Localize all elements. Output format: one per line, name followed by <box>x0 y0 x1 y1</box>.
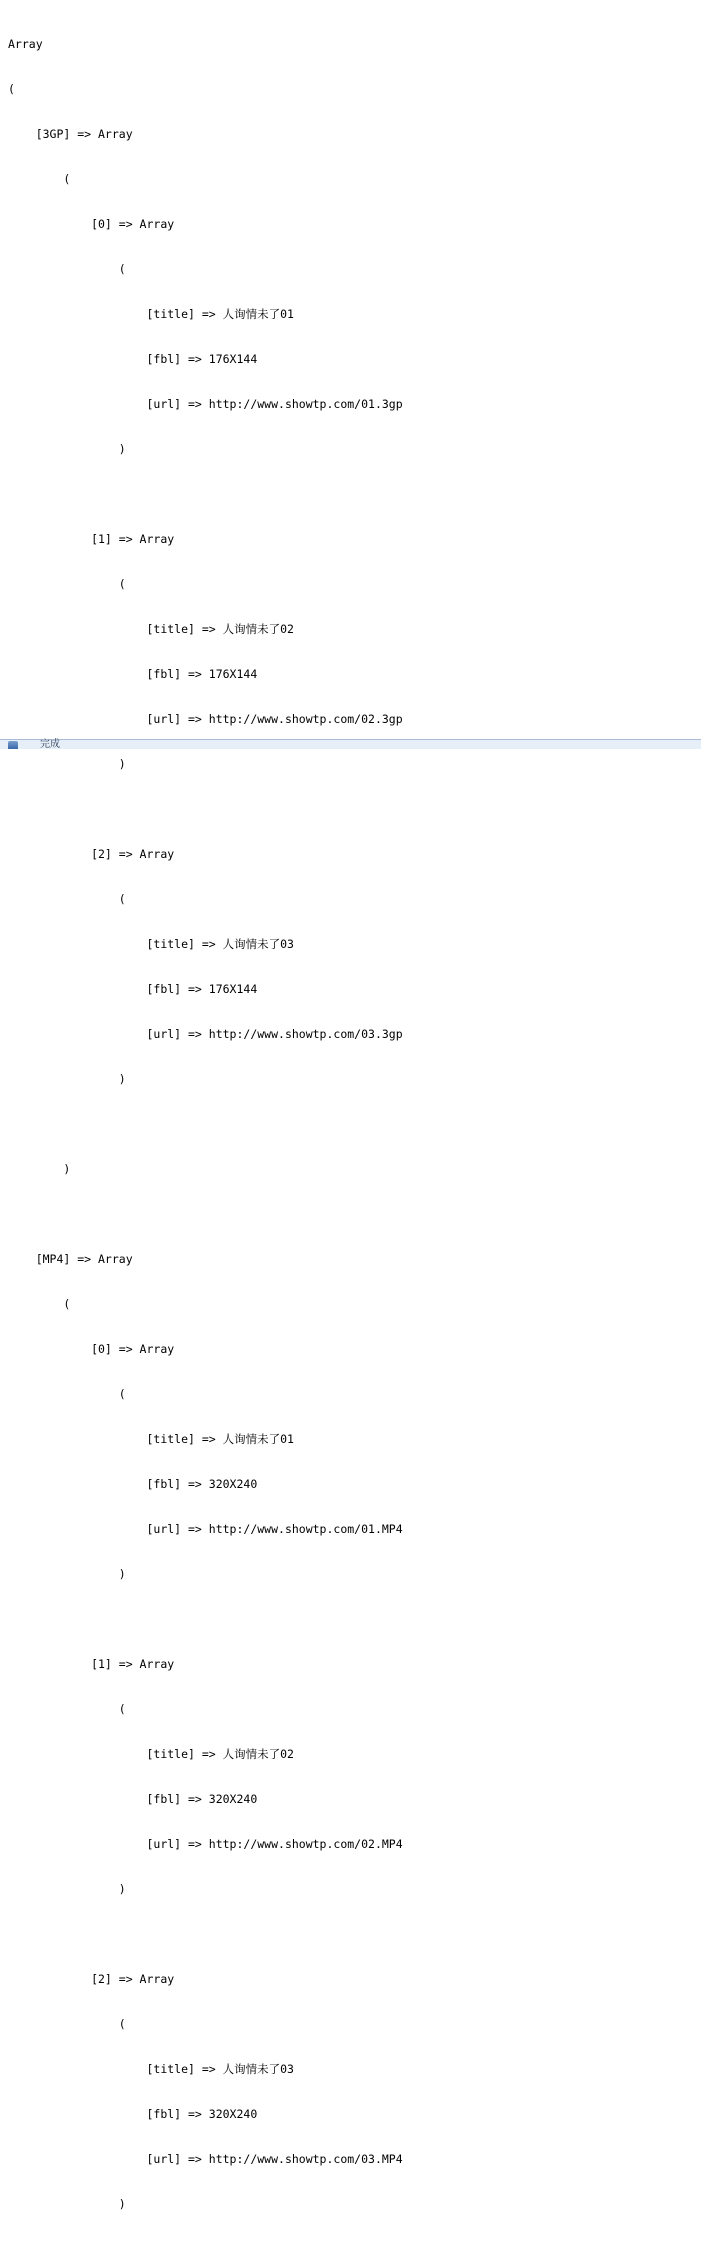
dump-line: [url] => http://www.showtp.com/02.3gp <box>8 712 403 726</box>
dump-line <box>8 1117 403 1132</box>
dump-line: [title] => 人询情未了01 <box>8 307 294 321</box>
status-text: 完成 <box>40 739 60 750</box>
dump-line: [url] => http://www.showtp.com/01.MP4 <box>8 1522 403 1536</box>
dump-line: ) <box>8 1567 126 1581</box>
dump-line <box>8 487 403 502</box>
dump-line: [url] => http://www.showtp.com/02.MP4 <box>8 1837 403 1851</box>
dump-line <box>8 802 403 817</box>
dump-line <box>8 1612 403 1627</box>
dump-line: [0] => Array <box>8 1342 175 1356</box>
dump-line: [fbl] => 320X240 <box>8 1792 258 1806</box>
dump-line: [title] => 人询情未了01 <box>8 1432 294 1446</box>
dump-line: ) <box>8 757 126 771</box>
dump-line: ( <box>8 1702 126 1716</box>
dump-line: [fbl] => 176X144 <box>8 982 258 996</box>
dump-line: ( <box>8 262 126 276</box>
print-r-output <box>8 7 403 2242</box>
dump-line: ) <box>8 2197 126 2211</box>
dump-line: [url] => http://www.showtp.com/01.3gp <box>8 397 403 411</box>
dump-line: Array <box>8 37 43 51</box>
dump-line: ( <box>8 2017 126 2031</box>
dump-line: ( <box>8 1297 71 1311</box>
dump-line: [title] => 人询情未了03 <box>8 2062 294 2076</box>
dump-line: ) <box>8 442 126 456</box>
dump-line: ) <box>8 1882 126 1896</box>
dump-line: [url] => http://www.showtp.com/03.3gp <box>8 1027 403 1041</box>
page-icon <box>8 741 18 749</box>
dump-line: [fbl] => 176X144 <box>8 667 258 681</box>
dump-line: [2] => Array <box>8 847 175 861</box>
dump-line: [url] => http://www.showtp.com/03.MP4 <box>8 2152 403 2166</box>
dump-line <box>8 1927 403 1942</box>
dump-line: [1] => Array <box>8 532 175 546</box>
dump-line: ( <box>8 577 126 591</box>
dump-line: [3GP] => Array <box>8 127 133 141</box>
browser-status-bar <box>0 739 701 749</box>
dump-line: ( <box>8 172 71 186</box>
dump-line: [fbl] => 320X240 <box>8 2107 258 2121</box>
dump-line: [fbl] => 320X240 <box>8 1477 258 1491</box>
dump-line: [0] => Array <box>8 217 175 231</box>
dump-line: ) <box>8 1072 126 1086</box>
dump-line: [MP4] => Array <box>8 1252 133 1266</box>
dump-line: ) <box>8 1162 71 1176</box>
dump-line: [1] => Array <box>8 1657 175 1671</box>
dump-line: [title] => 人询情未了02 <box>8 622 294 636</box>
dump-line: ( <box>8 892 126 906</box>
dump-line: [title] => 人询情未了03 <box>8 937 294 951</box>
dump-line: [title] => 人询情未了02 <box>8 1747 294 1761</box>
dump-line: [2] => Array <box>8 1972 175 1986</box>
dump-line: ( <box>8 1387 126 1401</box>
dump-line: ( <box>8 82 15 96</box>
dump-line: [fbl] => 176X144 <box>8 352 258 366</box>
dump-line <box>8 1207 403 1222</box>
